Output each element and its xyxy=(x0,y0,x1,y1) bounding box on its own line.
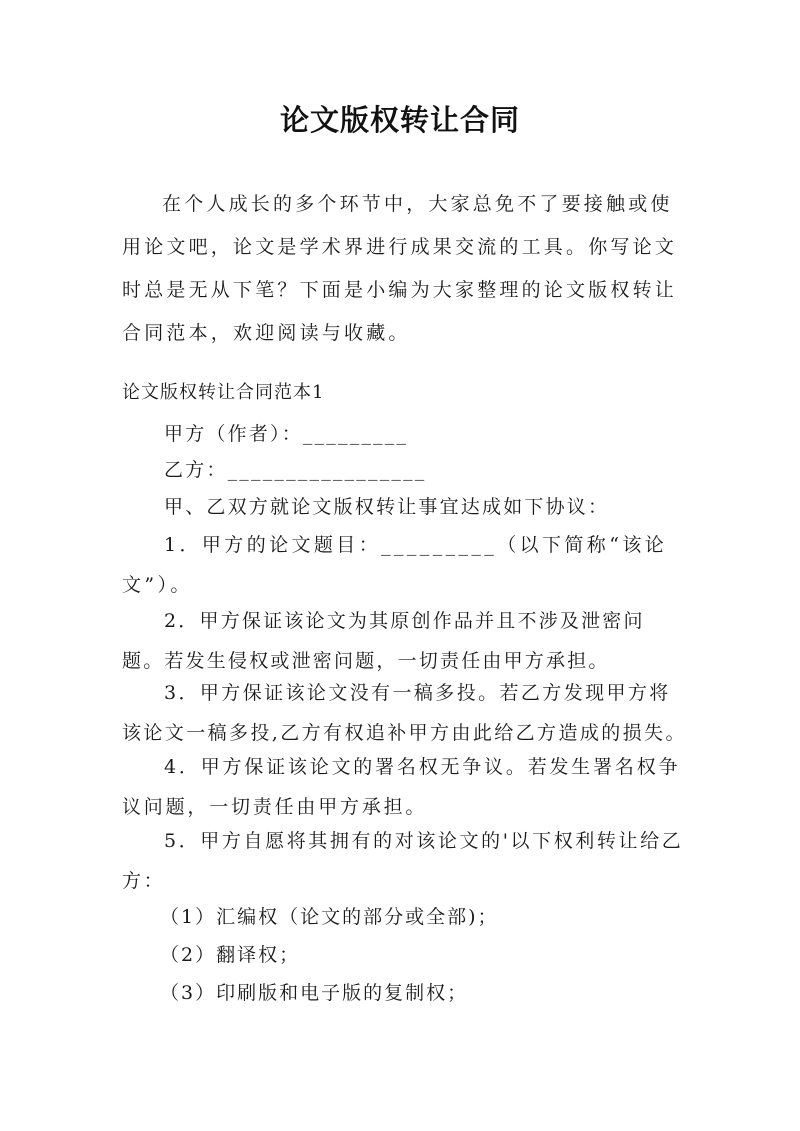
right-item: （3）印刷版和电子版的复制权； xyxy=(160,982,469,1004)
clause-1-text: 1．甲方的论文题目： xyxy=(164,534,382,556)
clause-2: 2．甲方保证该论文为其原创作品并且不涉及泄密问题。若发生侵权或泄密问题，一切责任由甲方承担。 xyxy=(122,610,645,672)
clause-5: 5．甲方自愿将其拥有的对该论文的'以下权利转让给乙方： xyxy=(122,830,684,892)
party-a-blank: _________ xyxy=(302,423,409,445)
document-title: 论文版权转让合同 xyxy=(279,103,520,137)
clause-1-blank: _________ xyxy=(381,534,498,556)
right-item: （2）翻译权； xyxy=(160,944,301,966)
party-b-label: 乙方： xyxy=(164,459,228,481)
section-heading: 论文版权转让合同范本1 xyxy=(122,382,325,403)
clause-1-suffix: （以下简称“该论文”）。 xyxy=(122,534,668,596)
party-a-label: 甲方（作者）： xyxy=(164,423,303,445)
right-item: （1）汇编权（论文的部分或全部)； xyxy=(160,906,499,928)
party-a-line xyxy=(122,414,734,454)
clause-1 xyxy=(122,525,687,605)
intro-paragraph: 在个人成长的多个环节中，大家总免不了要接触或使用论文吧，论文是学术界进行成果交流的工具。你写论文时总是无从下笔？下面是小编为大家整理的论文版权转让合同范本，欢迎阅读与收藏。 xyxy=(122,193,678,344)
party-b-line xyxy=(122,450,734,490)
clause-4: 4．甲方保证该论文的署名权无争议。若发生署名权争议问题，一切责任由甲方承担。 xyxy=(122,756,681,818)
party-b-blank: _________________ xyxy=(227,459,427,481)
agreement-intro: 甲、乙双方就论文版权转让事宜达成如下协议： xyxy=(164,496,610,518)
clause-3: 3．甲方保证该论文没有一稿多投。若乙方发现甲方将该论文一稿多投,乙方有权追补甲方由此给乙方造成的损失。 xyxy=(122,682,687,744)
